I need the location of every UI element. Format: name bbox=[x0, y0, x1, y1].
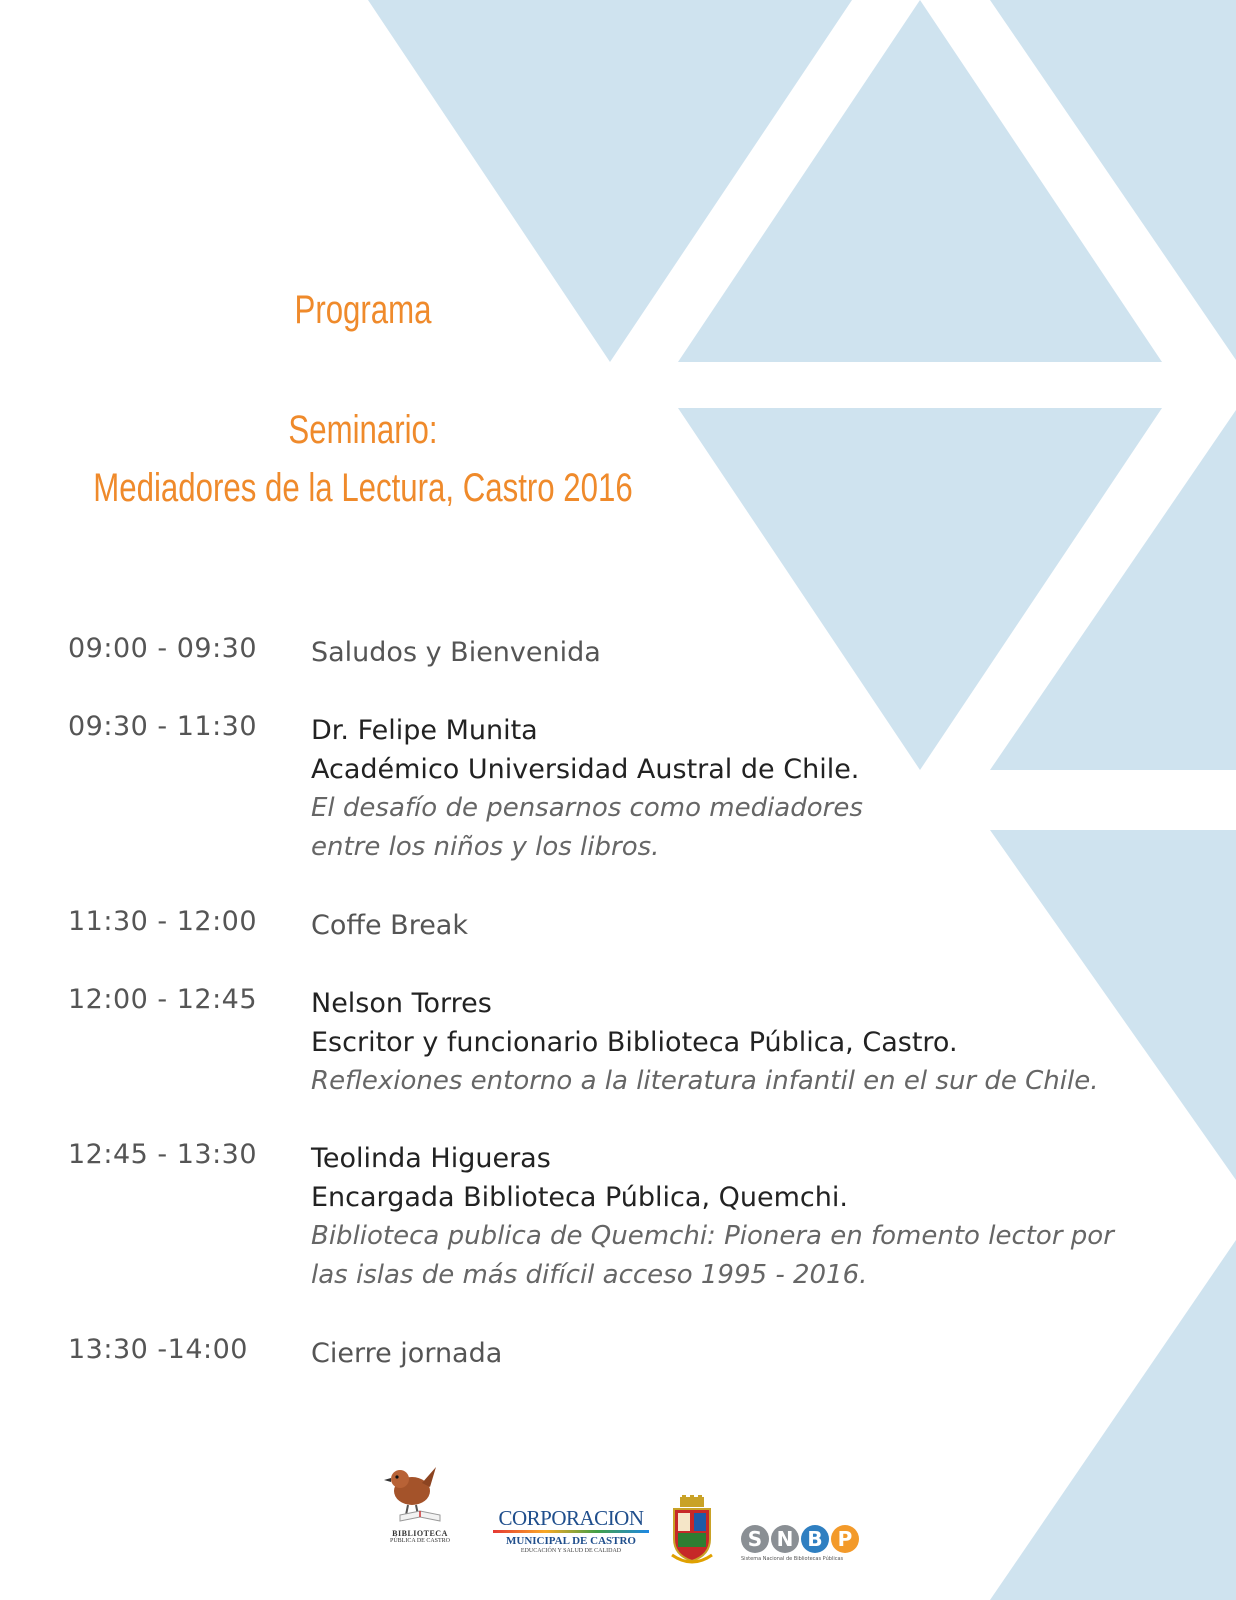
biblioteca-label: BIBLIOTECA bbox=[392, 1529, 448, 1538]
corporacion-sublabel: MUNICIPAL DE CASTRO bbox=[506, 1535, 636, 1547]
talk-topic-line: El desafío de pensarnos como mediadores bbox=[311, 793, 863, 823]
time-slot: 12:45 - 13:30 bbox=[68, 1139, 258, 1170]
seminario-title: Mediadores de la Lectura, Castro 2016 bbox=[93, 466, 633, 510]
corporacion-label: CORPORACION bbox=[498, 1506, 644, 1530]
snbp-letter: P bbox=[831, 1525, 859, 1553]
snbp-letter: N bbox=[771, 1525, 799, 1553]
activity: Cierre jornada bbox=[311, 1338, 503, 1369]
speaker-role: Académico Universidad Austral de Chile. bbox=[311, 754, 860, 785]
sponsor-logos bbox=[0, 1455, 1236, 1585]
snbp-logo bbox=[741, 1525, 871, 1567]
time-slot: 09:00 - 09:30 bbox=[68, 633, 258, 664]
talk-topic-line: Biblioteca publica de Quemchi: Pionera en fomento lector por bbox=[311, 1221, 1114, 1251]
bird-icon bbox=[378, 1455, 462, 1525]
speaker-name: Dr. Felipe Munita bbox=[311, 715, 538, 746]
activity: Coffe Break bbox=[311, 910, 468, 941]
talk-topic-line: las islas de más difícil acceso 1995 - 2016. bbox=[311, 1260, 868, 1290]
talk-topic-line: entre los niños y los libros. bbox=[311, 832, 660, 862]
coat-of-arms-icon bbox=[670, 1495, 714, 1567]
time-slot: 09:30 - 11:30 bbox=[68, 711, 258, 742]
time-slot: 13:30 -14:00 bbox=[68, 1334, 248, 1365]
seminario-heading: Seminario: bbox=[288, 408, 438, 452]
programa-heading: Programa bbox=[294, 288, 432, 332]
biblioteca-logo bbox=[378, 1455, 462, 1555]
snbp-caption: Sistema Nacional de Bibliotecas Públicas bbox=[741, 1556, 844, 1562]
color-bar bbox=[493, 1530, 649, 1533]
time-slot: 11:30 - 12:00 bbox=[68, 906, 258, 937]
talk-topic-line: Reflexiones entorno a la literatura infantil en el sur de Chile. bbox=[311, 1066, 1099, 1096]
corporacion-logo bbox=[493, 1507, 649, 1563]
speaker-name: Teolinda Higueras bbox=[311, 1143, 551, 1174]
speaker-role: Encargada Biblioteca Pública, Quemchi. bbox=[311, 1182, 848, 1213]
snbp-letter: B bbox=[801, 1525, 829, 1553]
corporacion-tagline: EDUCACIÓN Y SALUD DE CALIDAD bbox=[520, 1548, 622, 1554]
speaker-role: Escritor y funcionario Biblioteca Pública, Castro. bbox=[311, 1027, 958, 1058]
activity: Saludos y Bienvenida bbox=[311, 637, 601, 668]
snbp-letter: S bbox=[741, 1525, 769, 1553]
biblioteca-sublabel: PÚBLICA DE CASTRO bbox=[389, 1538, 450, 1544]
speaker-name: Nelson Torres bbox=[311, 988, 492, 1019]
time-slot: 12:00 - 12:45 bbox=[68, 984, 258, 1015]
